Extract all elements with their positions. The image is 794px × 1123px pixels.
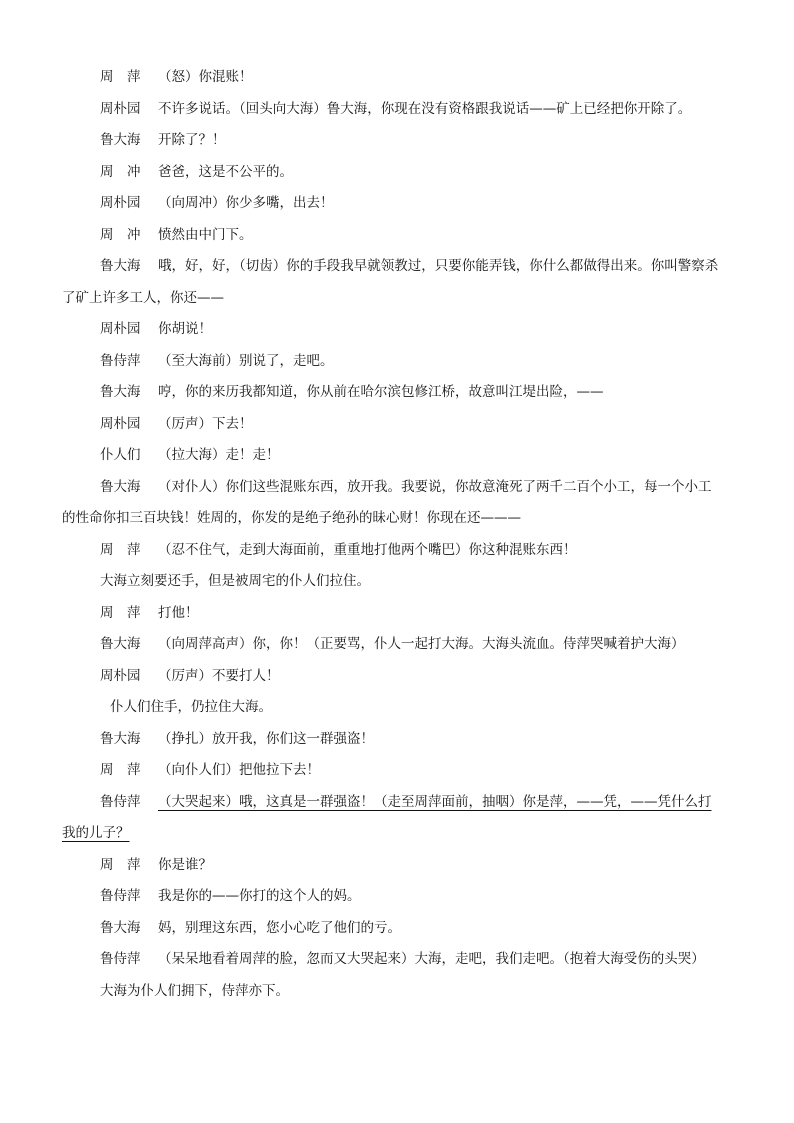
dialogue-text: 不许多说话。（回头向大海）鲁大海，你现在没有资格跟我说话——矿上已经把你开除了。: [158, 100, 692, 117]
dialogue-line: [62, 314, 722, 346]
speaker-name: 周朴园: [100, 321, 141, 337]
dialogue-line: [62, 157, 722, 189]
speaker-name: 周朴园: [100, 415, 141, 432]
dialogue-text: 爸爸，这是不公平的。: [158, 163, 293, 180]
dialogue-text: （忍不住气，走到大海面前，重重地打他两个嘴巴）你这种混账东西！: [158, 541, 577, 558]
dialogue-line: [62, 125, 722, 157]
speaker-name: 周 萍: [100, 762, 141, 778]
dialogue-line: [62, 62, 722, 94]
dialogue-line: [62, 440, 722, 472]
dialogue-line: [62, 755, 722, 787]
dialogue-line: [62, 94, 722, 126]
dialogue-text: （怒）你混账！: [158, 69, 253, 85]
speaker-name: 鲁大海: [100, 384, 141, 400]
dialogue-text: （至大海前）别说了，走吧。: [158, 352, 334, 369]
stage-direction-text: 大海为仆人们拥下，侍萍亦下。: [100, 982, 289, 999]
dialogue-text: 你胡说！: [158, 321, 212, 337]
dialogue-text: （呆呆地看着周萍的脸，忽而又大哭起来）大海，走吧，我们走吧。（抱着大海受伤的头哭）: [158, 951, 705, 967]
speaker-name: 周 萍: [100, 69, 141, 85]
dialogue-text: （厉声）不要打人！: [158, 667, 280, 684]
dialogue-line: [62, 188, 722, 220]
dialogue-line: [62, 409, 722, 441]
stage-direction-text: 仆人们住手，仍拉住大海。: [110, 699, 272, 715]
dialogue-line: [62, 251, 722, 314]
speaker-name: 鲁大海: [100, 258, 141, 274]
speaker-name: 鲁侍萍: [100, 352, 141, 369]
speaker-name: 周 萍: [100, 856, 141, 873]
speaker-name: 鲁大海: [100, 132, 141, 148]
speaker-name: 鲁侍萍: [100, 888, 141, 904]
dialogue-line: [62, 661, 722, 693]
dialogue-line: [62, 472, 722, 535]
dialogue-line: [62, 535, 722, 567]
speaker-name: 仆人们: [100, 447, 141, 463]
dialogue-text: （向周萍高声）你，你！（正要骂，仆人一起打大海。大海头流血。侍萍哭喊着护大海）: [158, 636, 685, 652]
speaker-name: 周朴园: [100, 100, 141, 117]
speaker-name: 鲁大海: [100, 636, 141, 652]
stage-direction: [62, 976, 722, 1008]
dialogue-text: 开除了？！: [158, 132, 226, 148]
stage-direction: [62, 692, 722, 724]
dialogue-line: [62, 598, 722, 630]
dialogue-line: [62, 377, 722, 409]
dialogue-text: （对仆人）你们这些混账东西，放开我。我要说，你故意淹死了两千二百个小工，每一个小工的性命你扣三百块钱！姓周的，你发的是绝子绝孙的昧心财！你现在还———: [62, 478, 712, 526]
dialogue-line: [62, 913, 722, 945]
dialogue-text: 我是你的——你打的这个人的妈。: [158, 888, 361, 904]
speaker-name: 周朴园: [100, 195, 141, 211]
dialogue-line: [62, 787, 722, 850]
dialogue-text: 哼，你的来历我都知道，你从前在哈尔滨包修江桥，故意叫江堤出险，——: [158, 384, 604, 400]
speaker-name: 鲁侍萍: [100, 951, 141, 967]
dialogue-text: 愤然由中门下。: [158, 226, 253, 243]
dialogue-text: （挣扎）放开我，你们这一群强盗！: [158, 730, 374, 747]
speaker-name: 鲁大海: [100, 730, 141, 747]
speaker-name: 周 萍: [100, 541, 141, 558]
dialogue-line: [62, 346, 722, 378]
play-script: [62, 62, 722, 1007]
dialogue-text: 妈，别理这东西，您小心吃了他们的亏。: [158, 919, 401, 936]
dialogue-line: [62, 724, 722, 756]
dialogue-text: （大哭起来）哦，这真是一群强盗！（走至周萍面前，抽咽）你是萍，——凭，——凭什么打我的儿子？: [62, 793, 712, 841]
stage-direction: [62, 566, 722, 598]
dialogue-text: （向仆人们）把他拉下去！: [158, 762, 320, 778]
speaker-name: 鲁大海: [100, 478, 141, 495]
speaker-name: 周 萍: [100, 604, 141, 621]
speaker-name: 鲁大海: [100, 919, 141, 936]
dialogue-text: （拉大海）走！走！: [158, 447, 280, 463]
dialogue-line: [62, 220, 722, 252]
dialogue-line: [62, 881, 722, 913]
speaker-name: 周朴园: [100, 667, 141, 684]
speaker-name: 周 冲: [100, 226, 141, 243]
dialogue-text: 哦，好，好，（切齿）你的手段我早就领教过，只要你能弄钱，你什么都做得出来。你叫警察杀了矿上许多工人，你还——: [62, 258, 719, 306]
dialogue-line: [62, 944, 722, 976]
dialogue-line: [62, 850, 722, 882]
dialogue-line: [62, 629, 722, 661]
speaker-name: 鲁侍萍: [100, 793, 141, 810]
speaker-name: 周 冲: [100, 163, 141, 180]
dialogue-text: 打他！: [158, 604, 199, 621]
dialogue-text: （向周冲）你少多嘴，出去！: [158, 195, 334, 211]
stage-direction-text: 大海立刻要还手，但是被周宅的仆人们拉住。: [100, 573, 370, 589]
dialogue-text: 你是谁？: [158, 856, 212, 873]
dialogue-text: （厉声）下去！: [158, 415, 253, 432]
